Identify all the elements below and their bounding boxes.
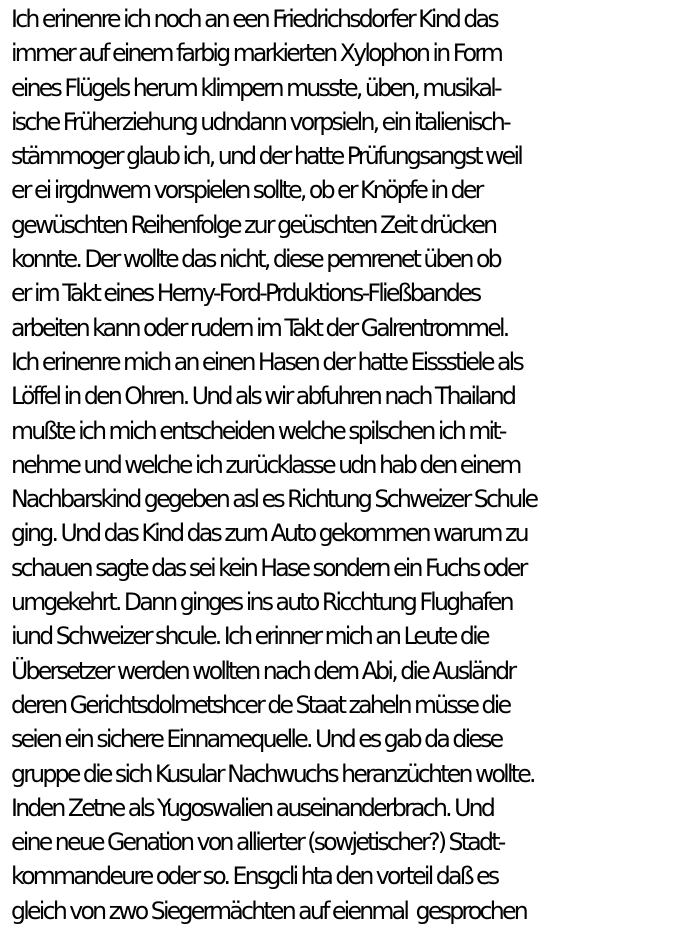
text-line: Ich erinenre ich noch an een Friedrichsdorfer Kind das [11, 5, 497, 33]
text-line: gleich von zwo Siegermächten auf eienmal gesprochen [11, 896, 526, 925]
text-line: eine neue Genation von allierter (sowjetischer?) Stadt- [11, 828, 504, 857]
text-line: Übersetzer werden wollten nach dem Abi, die Ausländr [11, 656, 515, 685]
text-line: kommandeure oder so. Ensgcli hta den vorteil daß es [11, 862, 498, 891]
text-line: ging. Und das Kind das zum Auto gekommen warum zu [11, 519, 527, 548]
text-line: iund Schweizer shcule. Ich erinner mich an Leute die [11, 622, 488, 651]
text-line: mußte ich mich entscheiden welche spilschen ich mit- [11, 416, 505, 445]
text-line: gruppe die sich Kusular Nachwuchs heranzüchten wollte. [11, 759, 534, 788]
text-line: immer auf einem farbig markierten Xylophon in Form [11, 39, 502, 68]
text-line: arbeiten kann oder rudern im Takt der Galrentrommel. [11, 313, 508, 342]
text-line: umgekehrt. Dann ginges ins auto Ricchtung Flughafen [11, 588, 512, 617]
text-line: Löffel in den Ohren. Und als wir abfuhren nach Thailand [11, 382, 515, 411]
text-line: stämmoger glaub ich, und der hatte Prüfungsangst weil [11, 142, 522, 171]
text-line: eines Flügels herum klimpern musste, üben, musikal- [11, 73, 500, 102]
text-line: seien ein sichere Einnamequelle. Und es gab da diese [11, 725, 502, 754]
text-line: er im Takt eines Herny-Ford-Prduktions-Fließbandes [11, 279, 480, 308]
text-line: Inden Zetne als Yugoswalien auseinanderbrach. Und [11, 793, 494, 822]
text-line: schauen sagte das sei kein Hase sondern ein Fuchs oder [11, 553, 526, 582]
text-line: ische Früherziehung udndann vorpsieln, ein italienisch- [11, 107, 509, 136]
text-line: nehme und welche ich zurücklasse udn hab den einem [11, 450, 520, 479]
text-line: Ich erinenre mich an einen Hasen der hatte Eissstiele als [11, 347, 523, 376]
text-line: konnte. Der wollte das nicht, diese pemrenet üben ob [11, 245, 500, 274]
body-text [11, 2, 683, 928]
text-line: deren Gerichtsdolmetshcer de Staat zaheln müsse die [11, 690, 510, 719]
text-line: er ei irgdnwem vorspielen sollte, ob er Knöpfe in der [11, 176, 482, 205]
text-line: Nachbarskind gegeben asl es Richtung Schweizer Schule [11, 485, 537, 514]
text-line: gewüschten Reihenfolge zur geüschten Zeit drücken [11, 210, 496, 239]
